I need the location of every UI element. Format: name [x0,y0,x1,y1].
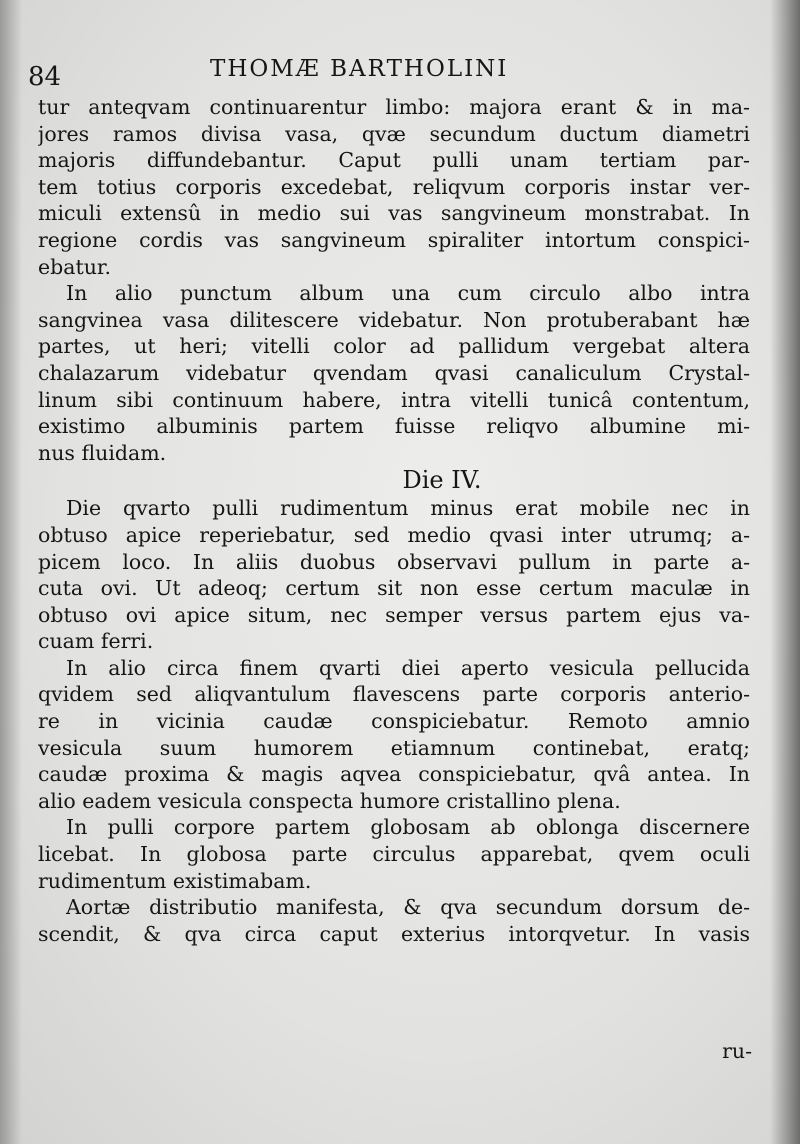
text-line: linum sibi continuum habere, intra vitelli tunicâ contentum, [38,387,750,412]
text-line: licebat. In globosa parte circulus apparebat, qvem oculi [38,842,750,867]
body-text [38,94,750,947]
text-line: scendit, & qva circa caput exterius intorqvetur. In vasis [38,921,750,946]
text-line: In pulli corpore partem globosam ab oblonga discernere [66,815,750,840]
text-line: alio eadem vesicula conspecta humore cristallino plena. [38,788,621,813]
text-line: existimo albuminis partem fuisse reliqvo albumine mi- [38,414,750,439]
text-line: partes, ut heri; vitelli color ad pallidum vergebat altera [38,334,750,359]
text-line: jores ramos divisa vasa, qvæ secundum ductum diametri [38,121,750,146]
text-line: tur anteqvam continuarentur limbo: majora erant & in ma- [38,95,750,119]
text-line: obtuso ovi apice situm, nec semper versus partem ejus va- [38,602,750,627]
running-head: THOMÆ BARTHOLINI [210,56,509,82]
text-line: cuta ovi. Ut adeoq; certum sit non esse certum maculæ in [38,576,750,601]
text-line: qvidem sed aliqvantulum flavescens parte corporis anterio- [38,682,750,707]
text-line: picem loco. In aliis duobus observavi pullum in parte a- [38,549,750,574]
text-line: ebatur. [38,254,111,279]
text-line: caudæ proxima & magis aqvea conspiciebatur, qvâ antea. In [38,762,750,787]
page-number: 84 [28,62,62,92]
text-line: nus fluidam. [38,440,167,465]
text-line: Aortæ distributio manifesta, & qva secundum dorsum de- [66,895,750,920]
page-gutter-shadow [0,0,22,1144]
text-line: Die qvarto pulli rudimentum minus erat mobile nec in [66,496,750,521]
text-line: re in vicinia caudæ conspiciebatur. Remoto amnio [38,709,750,734]
text-line: chalazarum videbatur qvendam qvasi canaliculum Crystal- [38,360,750,385]
text-line: majoris diffundebantur. Caput pulli unam tertiam par- [38,148,750,173]
text-line: tem totius corporis excedebat, reliqvum corporis instar ver- [38,174,750,199]
text-line: miculi extensû in medio sui vas sangvineum monstrabat. In [38,201,750,226]
catchword: ru- [722,1039,752,1063]
text-line: sangvinea vasa dilitescere videbatur. Non protuberabant hæ [38,307,750,332]
page-edge-shadow [770,0,800,1144]
text-line: vesicula suum humorem etiamnum continebat, eratq; [38,735,750,760]
text-line: obtuso apice reperiebatur, sed medio qvasi inter utrumq; a- [38,522,750,547]
section-heading: Die IV. [402,466,482,495]
text-line: rudimentum existimabam. [38,868,312,893]
text-line: cuam ferri. [38,629,154,654]
text-line: In alio punctum album una cum circulo albo intra [66,281,750,306]
text-line: regione cordis vas sangvineum spiraliter intortum conspici- [38,227,750,252]
text-line: In alio circa finem qvarti diei aperto vesicula pellucida [66,655,750,680]
